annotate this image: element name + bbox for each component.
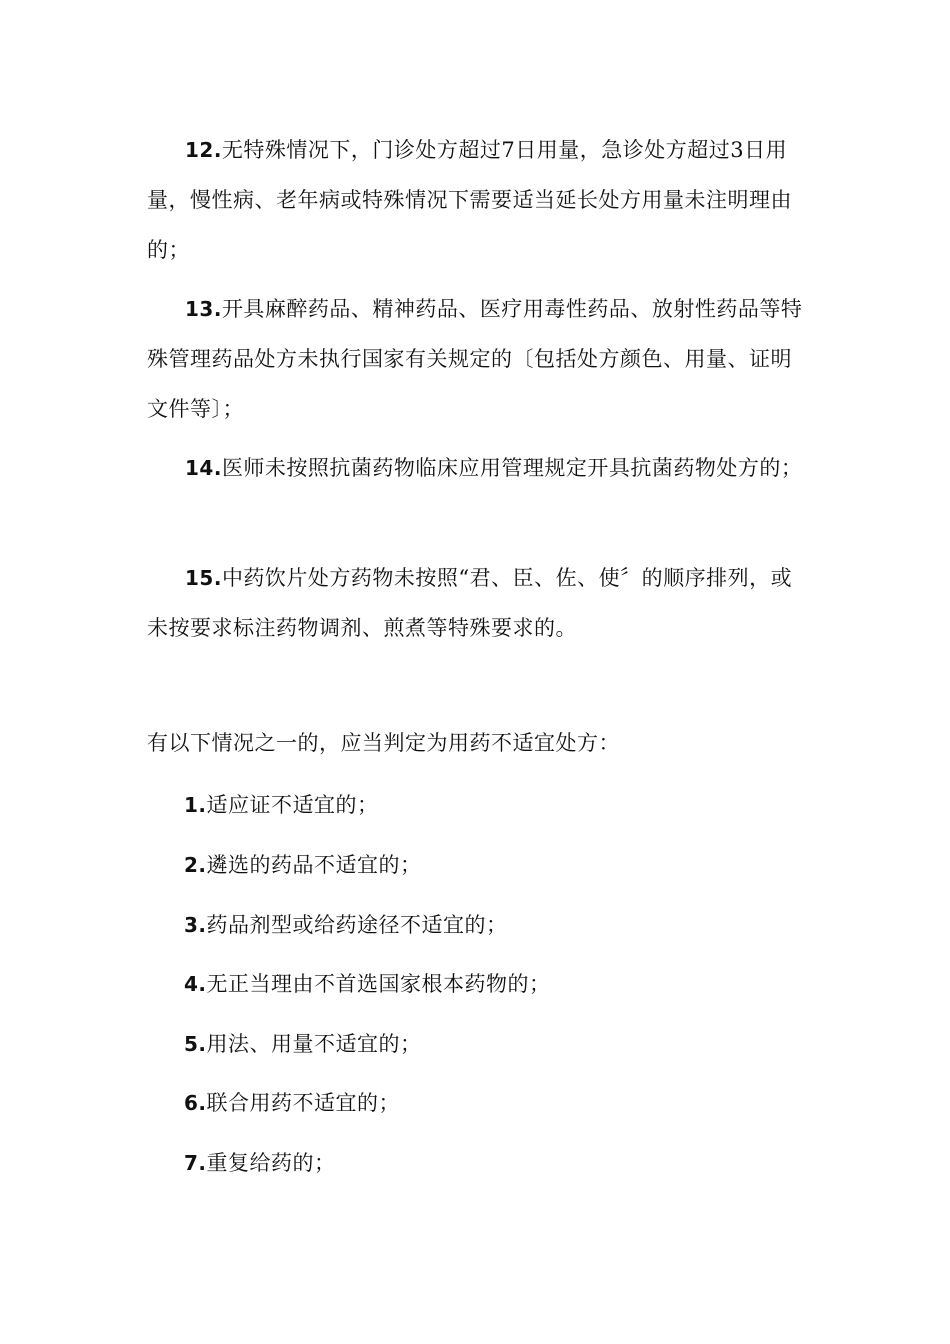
item-number: 7. (184, 1151, 207, 1175)
item-number: 15. (185, 566, 222, 590)
item-number: 4. (184, 972, 207, 996)
item-text: 医师未按照抗菌药物临床应用管理规定开具抗菌药物处方的； (221, 456, 803, 480)
item-text: 用法、用量不适宜的； (206, 1032, 422, 1056)
item-number: 14. (185, 456, 222, 480)
item-15 (147, 553, 807, 653)
item-number: 2. (184, 853, 207, 877)
item-text: 药品剂型或给药途径不适宜的； (206, 913, 508, 937)
item-text: 无正当理由不首选国家根本药物的； (206, 972, 551, 996)
item-number: 5. (184, 1032, 207, 1056)
item-text: 中药饮片处方药物未按照“君、臣、佐、使〞的顺序排列，或未按要求标注药物调剂、煎煮等特殊要求的。 (147, 566, 793, 640)
item-number: 12. (185, 138, 222, 162)
item-14 (147, 443, 807, 493)
item-number: 3. (184, 913, 207, 937)
unsuitable-item-3 (184, 910, 508, 940)
unsuitable-item-2 (184, 850, 422, 880)
item-number: 1. (184, 793, 207, 817)
item-13 (147, 284, 807, 434)
item-text: 联合用药不适宜的； (206, 1091, 401, 1115)
section-intro: 有以下情况之一的，应当判定为用药不适宜处方： (147, 731, 620, 755)
item-text: 遴选的药品不适宜的； (206, 853, 422, 877)
unsuitable-item-6 (184, 1088, 400, 1118)
item-number: 13. (185, 297, 222, 321)
unsuitable-item-7 (184, 1148, 336, 1178)
item-text: 重复给药的； (206, 1151, 336, 1175)
unsuitable-item-1 (184, 790, 379, 820)
unsuitable-item-5 (184, 1029, 422, 1059)
item-number: 6. (184, 1091, 207, 1115)
unsuitable-item-4 (184, 969, 551, 999)
item-text: 无特殊情况下，门诊处方超过7日用量，急诊处方超过3日用量，慢性病、老年病或特殊情况下需要适当延长处方用量未注明理由的； (147, 138, 792, 262)
item-text: 开具麻醉药品、精神药品、医疗用毒性药品、放射性药品等特殊管理药品处方未执行国家有关规定的〔包括处方颜色、用量、证明文件等〕； (147, 297, 803, 421)
item-text: 适应证不适宜的； (206, 793, 379, 817)
item-12 (147, 125, 807, 275)
